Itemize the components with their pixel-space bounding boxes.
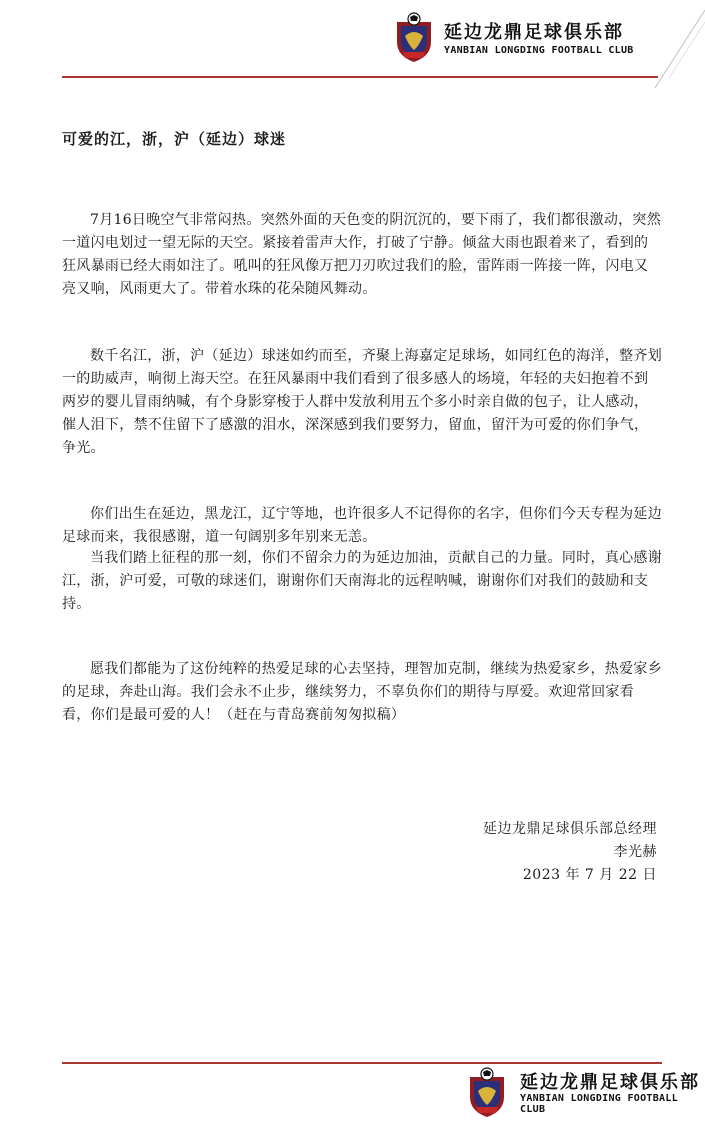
footer-club-name-cn: 延边龙鼎足球俱乐部 xyxy=(520,1072,700,1093)
letter-paragraph: 7月16日晚空气非常闷热。突然外面的天色变的阴沉沉的，要下雨了，我们都很激动，突然一道闪电划过一望无际的天空。紧接着雷声大作，打破了宁静。倾盆大雨也跟着来了，看到的狂风暴雨已经大雨如注了。吼叫的狂风像万把刀刃吹过我们的脸，雷阵雨一阵接一阵，闪电又亮又响，风雨更大了。带着水珠的花朵随风舞动。 xyxy=(62,212,662,297)
club-name-en: YANBIAN LONGDING FOOTBALL CLUB xyxy=(444,45,634,56)
footer-club-name-en: YANBIAN LONGDING FOOTBALL CLUB xyxy=(520,1093,679,1115)
letter-paragraph: 当我们踏上征程的那一刻，你们不留余力的为延边加油，贡献自己的力量。同时，真心感谢江，浙，沪可爱，可敬的球迷们，谢谢你们天南海北的远程呐喊，谢谢你们对我们的鼓励和支持。 xyxy=(62,550,662,612)
club-name-cn: 延边龙鼎足球俱乐部 xyxy=(444,22,624,43)
signature-name: 李光赫 xyxy=(613,844,657,860)
page-curl-decoration xyxy=(635,0,705,90)
letterhead xyxy=(0,0,705,90)
letter-paragraph: 愿我们都能为了这份纯粹的热爱足球的心去坚持，理智加克制，继续为热爱家乡，热爱家乡的足球，奔赴山海。我们会永不止步，继续努力，不辜负你们的期待与厚爱。欢迎常回家看看，你们是最可爱的人！（赶在与青岛赛前匆匆拟稿） xyxy=(62,661,662,723)
signature-date: 2023 年 7 月 22 日 xyxy=(522,867,657,883)
club-crest-icon xyxy=(466,1067,508,1119)
club-crest-icon xyxy=(393,12,435,64)
signature-title: 延边龙鼎足球俱乐部总经理 xyxy=(483,821,657,837)
letter-greeting: 可爱的江，浙，沪（延边）球迷 xyxy=(62,130,287,148)
footer-divider xyxy=(62,1062,662,1064)
header-divider xyxy=(62,76,658,78)
letter-paragraph: 数千名江，浙，沪（延边）球迷如约而至，齐聚上海嘉定足球场，如同红色的海洋，整齐划一的助威声，响彻上海天空。在狂风暴雨中我们看到了很多感人的场境，年轻的夫妇抱着不到两岁的婴儿冒雨纳喊，有个身影穿梭于人群中发放利用五个多小时亲自做的包子，让人感动，催人泪下，禁不住留下了感激的泪水，深深感到我们要努力，留血，留汗为可爱的你们争气，争光。 xyxy=(62,348,662,456)
letter-paragraph: 你们出生在延边，黑龙江，辽宁等地，也许很多人不记得你的名字，但你们今天专程为延边足球而来，我很感谢，道一句阔别多年别来无恙。 xyxy=(62,506,662,545)
